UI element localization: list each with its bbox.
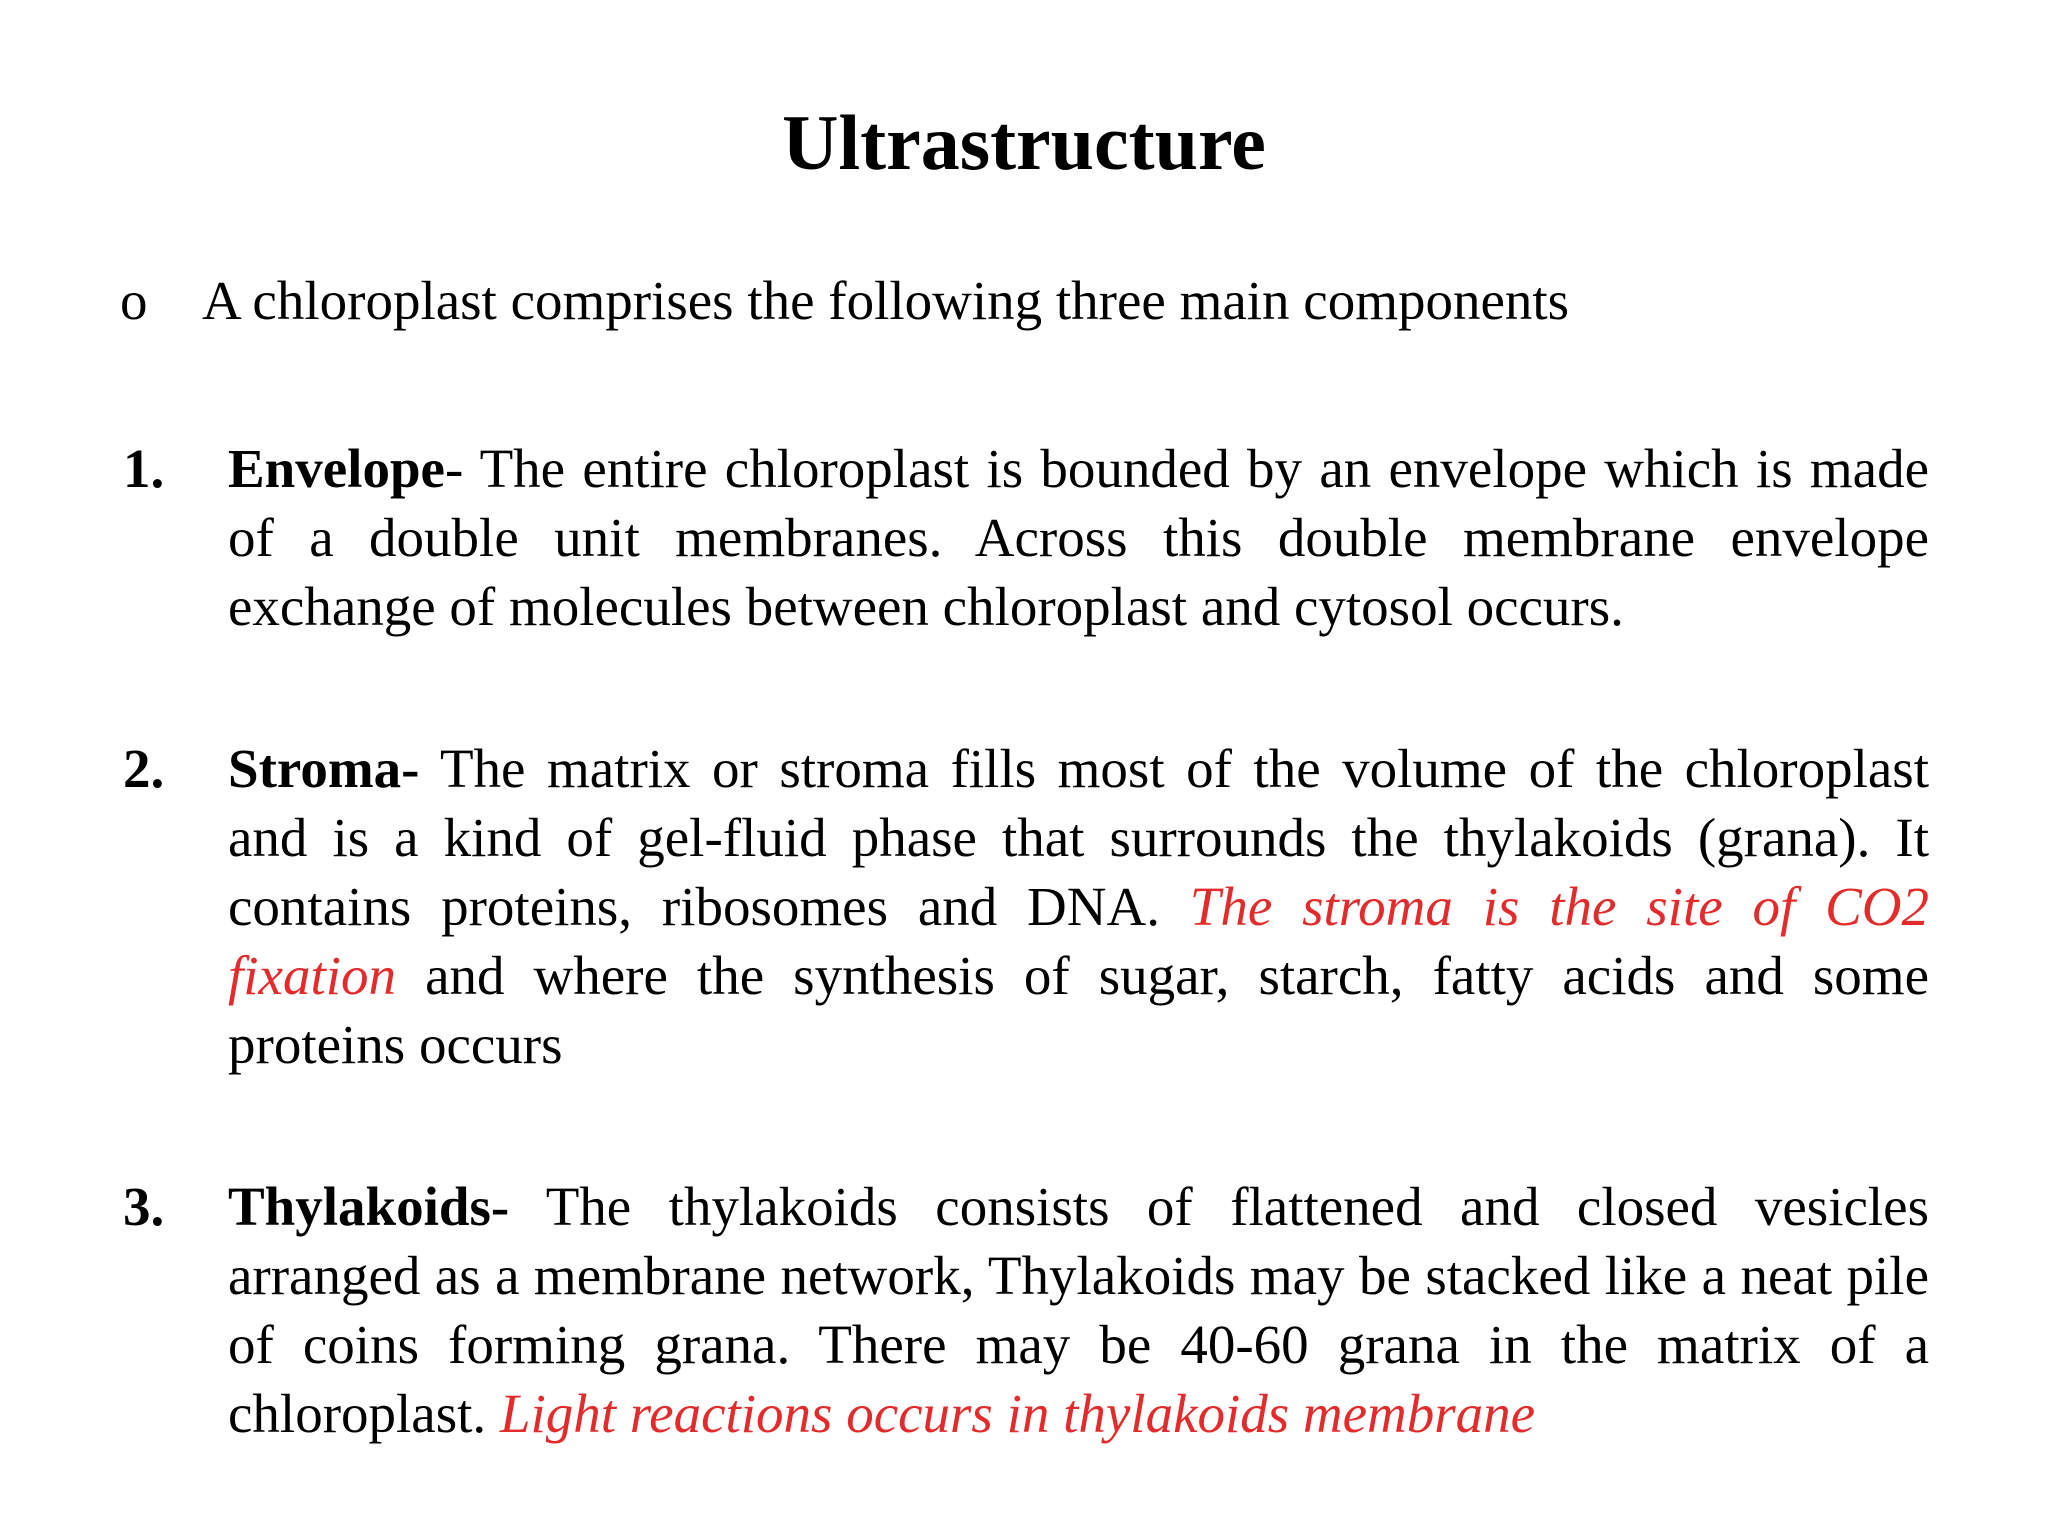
- component-stroma: [123, 734, 1929, 1079]
- item-text: The thylakoids consists of flattened and closed vesicles arranged as a membrane network, Thylakoids may be stacked like a neat pile of coins forming grana. There may be 40-60 grana in the matrix of a chloroplast.: [228, 1176, 1929, 1444]
- intro-bullet-line: [120, 268, 1940, 334]
- item-number: 1.: [123, 438, 165, 499]
- slide-title: Ultrastructure: [782, 99, 1266, 186]
- intro-text: A chloroplast comprises the following three main components: [202, 270, 1570, 331]
- component-envelope: [123, 434, 1929, 641]
- item-text: The entire chloroplast is bounded by an envelope which is made of a double unit membranes. Across this double membrane envelope exchange of molecules between chloroplast and cytosol occurs.: [228, 438, 1929, 637]
- item-number: 3.: [123, 1176, 165, 1237]
- item-number: 2.: [123, 738, 165, 799]
- item-separator: -: [444, 438, 480, 499]
- item-term: Envelope: [228, 438, 445, 499]
- item-text: The matrix or stroma fills most of the volume of the chloroplast and is a kind of gel-fluid phase that surrounds the thylakoids (grana). It contains proteins, ribosomes and DNA.: [228, 738, 1929, 937]
- item-body: [228, 734, 1929, 1079]
- item-highlight: Light reactions occurs in thylakoids membrane: [499, 1383, 1536, 1444]
- item-highlight: The stroma is the site of CO2 fixation: [228, 876, 1929, 1006]
- component-thylakoids: [123, 1172, 1929, 1448]
- bullet-marker: o: [120, 270, 148, 331]
- item-body: [228, 1172, 1929, 1448]
- item-body: [228, 434, 1929, 641]
- item-text-after: and where the synthesis of sugar, starch, fatty acids and some proteins occurs: [228, 945, 1929, 1075]
- item-term: Thylakoids-: [228, 1176, 510, 1237]
- item-term: Stroma-: [228, 738, 420, 799]
